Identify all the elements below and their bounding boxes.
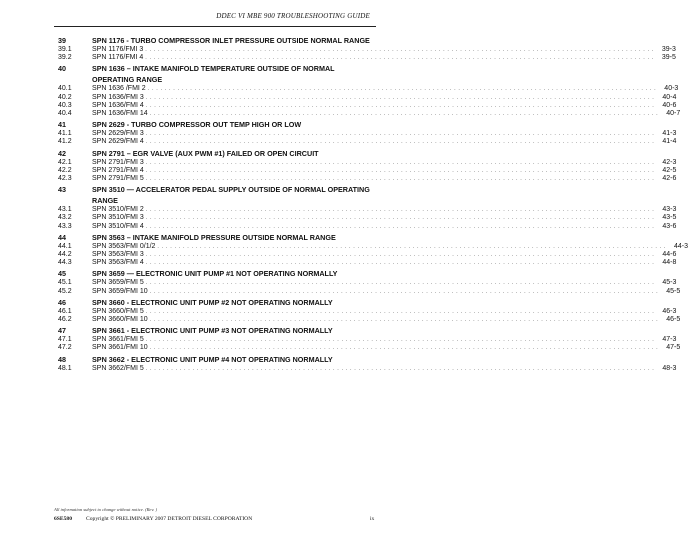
entry-page: 42-6 [662,175,677,183]
dot-leader: . . . . . . . . . . . . . . . . . . . . . . . . . . . . . . . . . . . . . . . . . . . . . . . . . . . . . . . . . . . . . . . . . . . . . . . . . . . . . . . . . . . . . . . . . . . . . . . . . . . . . . . . . . . . . . . . . . . . . . . . [149,111,659,118]
toc-section [58,147,677,184]
entry-number: 43.3 [58,222,72,230]
toc-entry[interactable] [58,336,677,344]
entry-page: 39-5 [661,54,676,62]
entry-label: SPN 3510/FMI 3 [92,214,144,222]
dot-leader: . . . . . . . . . . . . . . . . . . . . . . . . . . . . . . . . . . . . . . . . . . . . . . . . . . . . . . . . . . . . . . . . . . . . . . . . . . . . . . . . . . . . . . . . . . . . . . . . . . . . . . . . . . . . . . . . . . . . . . . . [145,176,655,183]
entry-number: 47.2 [58,344,72,352]
entry-number: 44.2 [58,251,72,259]
toc-section [58,62,681,118]
entry-page: 43-5 [662,214,677,222]
entry-number: 39.1 [58,46,72,53]
entry-number: 40.4 [58,110,72,118]
entry-number: 43.1 [58,206,72,214]
dot-leader: . . . . . . . . . . . . . . . . . . . . . . . . . . . . . . . . . . . . . . . . . . . . . . . . . . . . . . . . . . . . . . . . . . . . . . . . . . . . . . . . . . . . . . . . . . . . . . . . . . . . . . . . . . . . . . . . . . . . . . . . [145,167,655,174]
entry-label: SPN 1636 /FMI 2 [92,85,146,93]
toc-entry[interactable] [58,54,676,62]
section-title: SPN 3662 - ELECTRONIC UNIT PUMP #4 NOT OPERATING NORMALLY [92,354,333,364]
entry-label: SPN 1636/FMI 14 [92,110,148,118]
toc-entry[interactable] [58,101,677,110]
toc-entry[interactable] [58,287,681,296]
toc-section [58,231,688,268]
footer-doc-number: 6SE580 [54,516,73,522]
entry-page: 43-6 [662,222,677,230]
dot-leader: . . . . . . . . . . . . . . . . . . . . . . . . . . . . . . . . . . . . . . . . . . . . . . . . . . . . . . . . . . . . . . . . . . . . . . . . . . . . . . . . . . . . . . . . . . . . . . . . . . . . . . . . . . . . . . . . . . . . . . . . [145,252,655,259]
entry-page: 42-3 [662,158,677,166]
toc-entry[interactable] [58,85,679,93]
entry-number: 40.3 [58,101,72,109]
running-header: DDEC VI MBE 900 TROUBLESHOOTING GUIDE [216,12,370,20]
dot-leader: . . . . . . . . . . . . . . . . . . . . . . . . . . . . . . . . . . . . . . . . . . . . . . . . . . . . . . . . . . . . . . . . . . . . . . . . . . . . . . . . . . . . . . . . . . . . . . . . . . . . . . . . . . . . . . . . . . . . . . . . [145,47,654,53]
entry-number: 39.2 [58,54,72,62]
entry-page: 42-5 [662,166,677,174]
toc-section-heading [58,353,376,365]
entry-number: 46.1 [58,307,72,315]
table-of-contents [58,34,688,373]
toc-section-heading [58,267,376,279]
toc-entry[interactable] [58,242,688,251]
entry-page: 45-5 [666,287,681,295]
section-title: SPN 1176 - TURBO COMPRESSOR INLET PRESSURE OUTSIDE NORMAL RANGE [92,36,370,45]
entry-page: 47-5 [666,344,681,352]
toc-section [58,267,681,295]
dot-leader: . . . . . . . . . . . . . . . . . . . . . . . . . . . . . . . . . . . . . . . . . . . . . . . . . . . . . . . . . . . . . . . . . . . . . . . . . . . . . . . . . . . . . . . . . . . . . . . . . . . . . . . . . . . . . . . . . . . . . . . . [145,308,655,315]
dot-leader: . . . . . . . . . . . . . . . . . . . . . . . . . . . . . . . . . . . . . . . . . . . . . . . . . . . . . . . . . . . . . . . . . . . . . . . . . . . . . . . . . . . . . . . . . . . . . . . . . . . . . . . . . . . . . . . . . . . . . . . . [145,207,655,214]
entry-label: SPN 2791/FMI 5 [92,175,144,183]
entry-label: SPN 3661/FMI 5 [92,336,144,344]
toc-entry[interactable] [58,251,677,259]
entry-page: 41-3 [662,130,677,138]
entry-page: 40-7 [666,110,681,118]
entry-page: 40-6 [662,101,677,109]
toc-entry[interactable] [58,259,677,267]
toc-entry[interactable] [58,214,677,222]
entry-label: SPN 3563/FMI 0/1/2 [92,242,156,250]
section-title: SPN 3563 – INTAKE MANIFOLD PRESSURE OUTSIDE NORMAL RANGE [92,232,336,242]
entry-number: 47.1 [58,336,72,344]
toc-entry[interactable] [58,175,677,183]
entry-page: 46-3 [662,307,677,315]
entry-number: 41.2 [58,138,72,146]
header-rule [54,26,376,27]
entry-label: SPN 3510/FMI 4 [92,222,144,230]
toc-entry[interactable] [58,93,677,102]
dot-leader: . . . . . . . . . . . . . . . . . . . . . . . . . . . . . . . . . . . . . . . . . . . . . . . . . . . . . . . . . . . . . . . . . . . . . . . . . . . . . . . . . . . . . . . . . . . . . . . . . . . . . . . . . . . . . . . . . . . . . . . . [145,94,655,101]
dot-leader: . . . . . . . . . . . . . . . . . . . . . . . . . . . . . . . . . . . . . . . . . . . . . . . . . . . . . . . . . . . . . . . . . . . . . . . . . . . . . . . . . . . . . . . . . . . . . . . . . . . . . . . . . . . . . . . . . . . . . . . . [145,337,655,344]
section-title: SPN 3661 - ELECTRONIC UNIT PUMP #3 NOT OPERATING NORMALLY [92,326,333,336]
entry-page: 47-3 [662,336,677,344]
entry-label: SPN 1176/FMI 4 [92,54,144,62]
dot-leader: . . . . . . . . . . . . . . . . . . . . . . . . . . . . . . . . . . . . . . . . . . . . . . . . . . . . . . . . . . . . . . . . . . . . . . . . . . . . . . . . . . . . . . . . . . . . . . . . . . . . . . . . . . . . . . . . . . . . . . . . [145,215,655,222]
entry-number: 42.2 [58,166,72,174]
entry-label: SPN 3510/FMI 2 [92,206,144,214]
section-title: SPN 3510 — ACCELERATOR PEDAL SUPPLY OUTSIDE OF NORMAL OPERATING RANGE [92,185,370,206]
entry-number: 41.1 [58,130,72,138]
toc-entry[interactable] [58,316,681,324]
dot-leader: . . . . . . . . . . . . . . . . . . . . . . . . . . . . . . . . . . . . . . . . . . . . . . . . . . . . . . . . . . . . . . . . . . . . . . . . . . . . . . . . . . . . . . . . . . . . . . . . . . . . . . . . . . . . . . . . . . . . . . . . [145,280,655,287]
dot-leader: . . . . . . . . . . . . . . . . . . . . . . . . . . . . . . . . . . . . . . . . . . . . . . . . . . . . . . . . . . . . . . . . . . . . . . . . . . . . . . . . . . . . . . . . . . . . . . . . . . . . . . . . . . . . . . . . . . . . . . . . [149,317,659,324]
toc-section [58,353,677,373]
toc-section-heading [58,324,376,336]
entry-page: 41-4 [662,138,677,146]
entry-number: 45.2 [58,287,72,295]
entry-number: 44.1 [58,242,72,250]
toc-entry[interactable] [58,110,681,118]
entry-page: 44-8 [662,259,677,267]
toc-entry[interactable] [58,206,677,214]
entry-number: 45.1 [58,279,72,287]
dot-leader: . . . . . . . . . . . . . . . . . . . . . . . . . . . . . . . . . . . . . . . . . . . . . . . . . . . . . . . . . . . . . . . . . . . . . . . . . . . . . . . . . . . . . . . . . . . . . . . . . . . . . . . . . . . . . . . . . . . . . . . . [145,139,655,146]
toc-section-heading [58,62,376,85]
entry-label: SPN 3660/FMI 5 [92,307,144,315]
toc-section-heading [58,296,376,308]
entry-number: 48.1 [58,364,72,372]
entry-page: 40-3 [664,85,679,93]
toc-section [58,183,677,231]
section-title: SPN 2629 - TURBO COMPRESSOR OUT TEMP HIGH OR LOW [92,120,302,130]
section-title: SPN 1636 – INTAKE MANIFOLD TEMPERATURE OUTSIDE OF NORMAL OPERATING RANGE [92,64,335,85]
entry-page: 44-6 [662,251,677,259]
dot-leader: . . . . . . . . . . . . . . . . . . . . . . . . . . . . . . . . . . . . . . . . . . . . . . . . . . . . . . . . . . . . . . . . . . . . . . . . . . . . . . . . . . . . . . . . . . . . . . . . . . . . . . . . . . . . . . . . . . . . . . . . [145,260,655,267]
toc-section-heading [58,183,376,206]
footer-copyright: Copyright © PRELIMINARY 2007 DETROIT DIESEL CORPORATION [86,516,253,522]
toc-entry[interactable] [58,130,677,138]
entry-page: 48-3 [662,364,677,372]
section-number: 44 [58,232,66,242]
entry-label: SPN 3659/FMI 10 [92,287,148,295]
toc-section-heading [58,147,376,159]
entry-label: SPN 1176/FMI 3 [92,46,144,53]
section-number: 43 [58,185,66,195]
toc-section [58,296,681,324]
entry-label: SPN 3661/FMI 10 [92,344,148,352]
dot-leader: . . . . . . . . . . . . . . . . . . . . . . . . . . . . . . . . . . . . . . . . . . . . . . . . . . . . . . . . . . . . . . . . . . . . . . . . . . . . . . . . . . . . . . . . . . . . . . . . . . . . . . . . . . . . . . . . . . . . . . . . [149,288,659,295]
entry-number: 42.1 [58,158,72,166]
section-number: 40 [58,64,66,74]
footer-page-number: ix [370,516,375,522]
dot-leader: . . . . . . . . . . . . . . . . . . . . . . . . . . . . . . . . . . . . . . . . . . . . . . . . . . . . . . . . . . . . . . . . . . . . . . . . . . . . . . . . . . . . . . . . . . . . . . . . . . . . . . . . . . . . . . . . . . . . . . . . [147,86,657,93]
entry-page: 44-3 [674,242,688,250]
section-title: SPN 2791 – EGR VALVE (AUX PWM #1) FAILED OR OPEN CIRCUIT [92,148,319,158]
toc-entry[interactable] [58,222,677,231]
entry-label: SPN 1636/FMI 4 [92,101,144,109]
toc-entry[interactable] [58,279,677,287]
section-number: 42 [58,148,66,158]
section-number: 39 [58,36,66,45]
entry-label: SPN 2791/FMI 4 [92,166,144,174]
toc-entry[interactable] [58,166,677,175]
entry-page: 43-3 [662,206,677,214]
toc-section-heading [58,34,376,46]
toc-section-heading [58,118,376,130]
entry-label: SPN 2629/FMI 3 [92,130,144,138]
dot-leader: . . . . . . . . . . . . . . . . . . . . . . . . . . . . . . . . . . . . . . . . . . . . . . . . . . . . . . . . . . . . . . . . . . . . . . . . . . . . . . . . . . . . . . . . . . . . . . . . . . . . . . . . . . . . . . . . . . . . . . . . [157,243,667,250]
dot-leader: . . . . . . . . . . . . . . . . . . . . . . . . . . . . . . . . . . . . . . . . . . . . . . . . . . . . . . . . . . . . . . . . . . . . . . . . . . . . . . . . . . . . . . . . . . . . . . . . . . . . . . . . . . . . . . . . . . . . . . . . [149,345,659,352]
toc-entry[interactable] [58,138,677,146]
toc-section [58,118,677,146]
entry-page: 46-5 [666,316,681,324]
dot-leader: . . . . . . . . . . . . . . . . . . . . . . . . . . . . . . . . . . . . . . . . . . . . . . . . . . . . . . . . . . . . . . . . . . . . . . . . . . . . . . . . . . . . . . . . . . . . . . . . . . . . . . . . . . . . . . . . . . . . . . . . [145,55,654,62]
entry-number: 42.3 [58,175,72,183]
section-number: 41 [58,120,66,130]
section-number: 46 [58,297,66,307]
entry-label: SPN 1636/FMI 3 [92,93,144,101]
entry-number: 43.2 [58,214,72,222]
entry-label: SPN 3563/FMI 3 [92,251,144,259]
section-number: 48 [58,354,66,364]
footer-disclaimer: All information subject to change without notice. (Rev. ) [54,507,157,512]
entry-page: 39-3 [661,46,676,53]
entry-label: SPN 2791/FMI 3 [92,158,144,166]
dot-leader: . . . . . . . . . . . . . . . . . . . . . . . . . . . . . . . . . . . . . . . . . . . . . . . . . . . . . . . . . . . . . . . . . . . . . . . . . . . . . . . . . . . . . . . . . . . . . . . . . . . . . . . . . . . . . . . . . . . . . . . . [145,223,655,230]
dot-leader: . . . . . . . . . . . . . . . . . . . . . . . . . . . . . . . . . . . . . . . . . . . . . . . . . . . . . . . . . . . . . . . . . . . . . . . . . . . . . . . . . . . . . . . . . . . . . . . . . . . . . . . . . . . . . . . . . . . . . . . . [145,365,655,372]
entry-number: 46.2 [58,316,72,324]
section-title: SPN 3660 - ELECTRONIC UNIT PUMP #2 NOT OPERATING NORMALLY [92,297,333,307]
entry-number: 40.1 [58,85,72,93]
toc-entry[interactable] [58,158,677,167]
dot-leader: . . . . . . . . . . . . . . . . . . . . . . . . . . . . . . . . . . . . . . . . . . . . . . . . . . . . . . . . . . . . . . . . . . . . . . . . . . . . . . . . . . . . . . . . . . . . . . . . . . . . . . . . . . . . . . . . . . . . . . . . [145,102,655,109]
dot-leader: . . . . . . . . . . . . . . . . . . . . . . . . . . . . . . . . . . . . . . . . . . . . . . . . . . . . . . . . . . . . . . . . . . . . . . . . . . . . . . . . . . . . . . . . . . . . . . . . . . . . . . . . . . . . . . . . . . . . . . . . [145,159,655,166]
toc-entry[interactable] [58,364,677,373]
entry-label: SPN 3660/FMI 10 [92,316,148,324]
toc-entry[interactable] [58,46,676,54]
section-number: 45 [58,269,66,279]
toc-section [58,34,676,62]
section-number: 47 [58,326,66,336]
toc-entry[interactable] [58,344,681,352]
entry-label: SPN 3659/FMI 5 [92,279,144,287]
entry-page: 45-3 [662,279,677,287]
toc-entry[interactable] [58,307,677,316]
entry-number: 44.3 [58,259,72,267]
entry-label: SPN 3662/FMI 5 [92,364,144,372]
toc-section-heading [58,231,376,243]
toc-section [58,324,681,352]
entry-page: 40-4 [662,93,677,101]
dot-leader: . . . . . . . . . . . . . . . . . . . . . . . . . . . . . . . . . . . . . . . . . . . . . . . . . . . . . . . . . . . . . . . . . . . . . . . . . . . . . . . . . . . . . . . . . . . . . . . . . . . . . . . . . . . . . . . . . . . . . . . . [145,131,655,138]
entry-number: 40.2 [58,93,72,101]
entry-label: SPN 2629/FMI 4 [92,138,144,146]
entry-label: SPN 3563/FMI 4 [92,259,144,267]
section-title: SPN 3659 — ELECTRONIC UNIT PUMP #1 NOT OPERATING NORMALLY [92,269,338,279]
